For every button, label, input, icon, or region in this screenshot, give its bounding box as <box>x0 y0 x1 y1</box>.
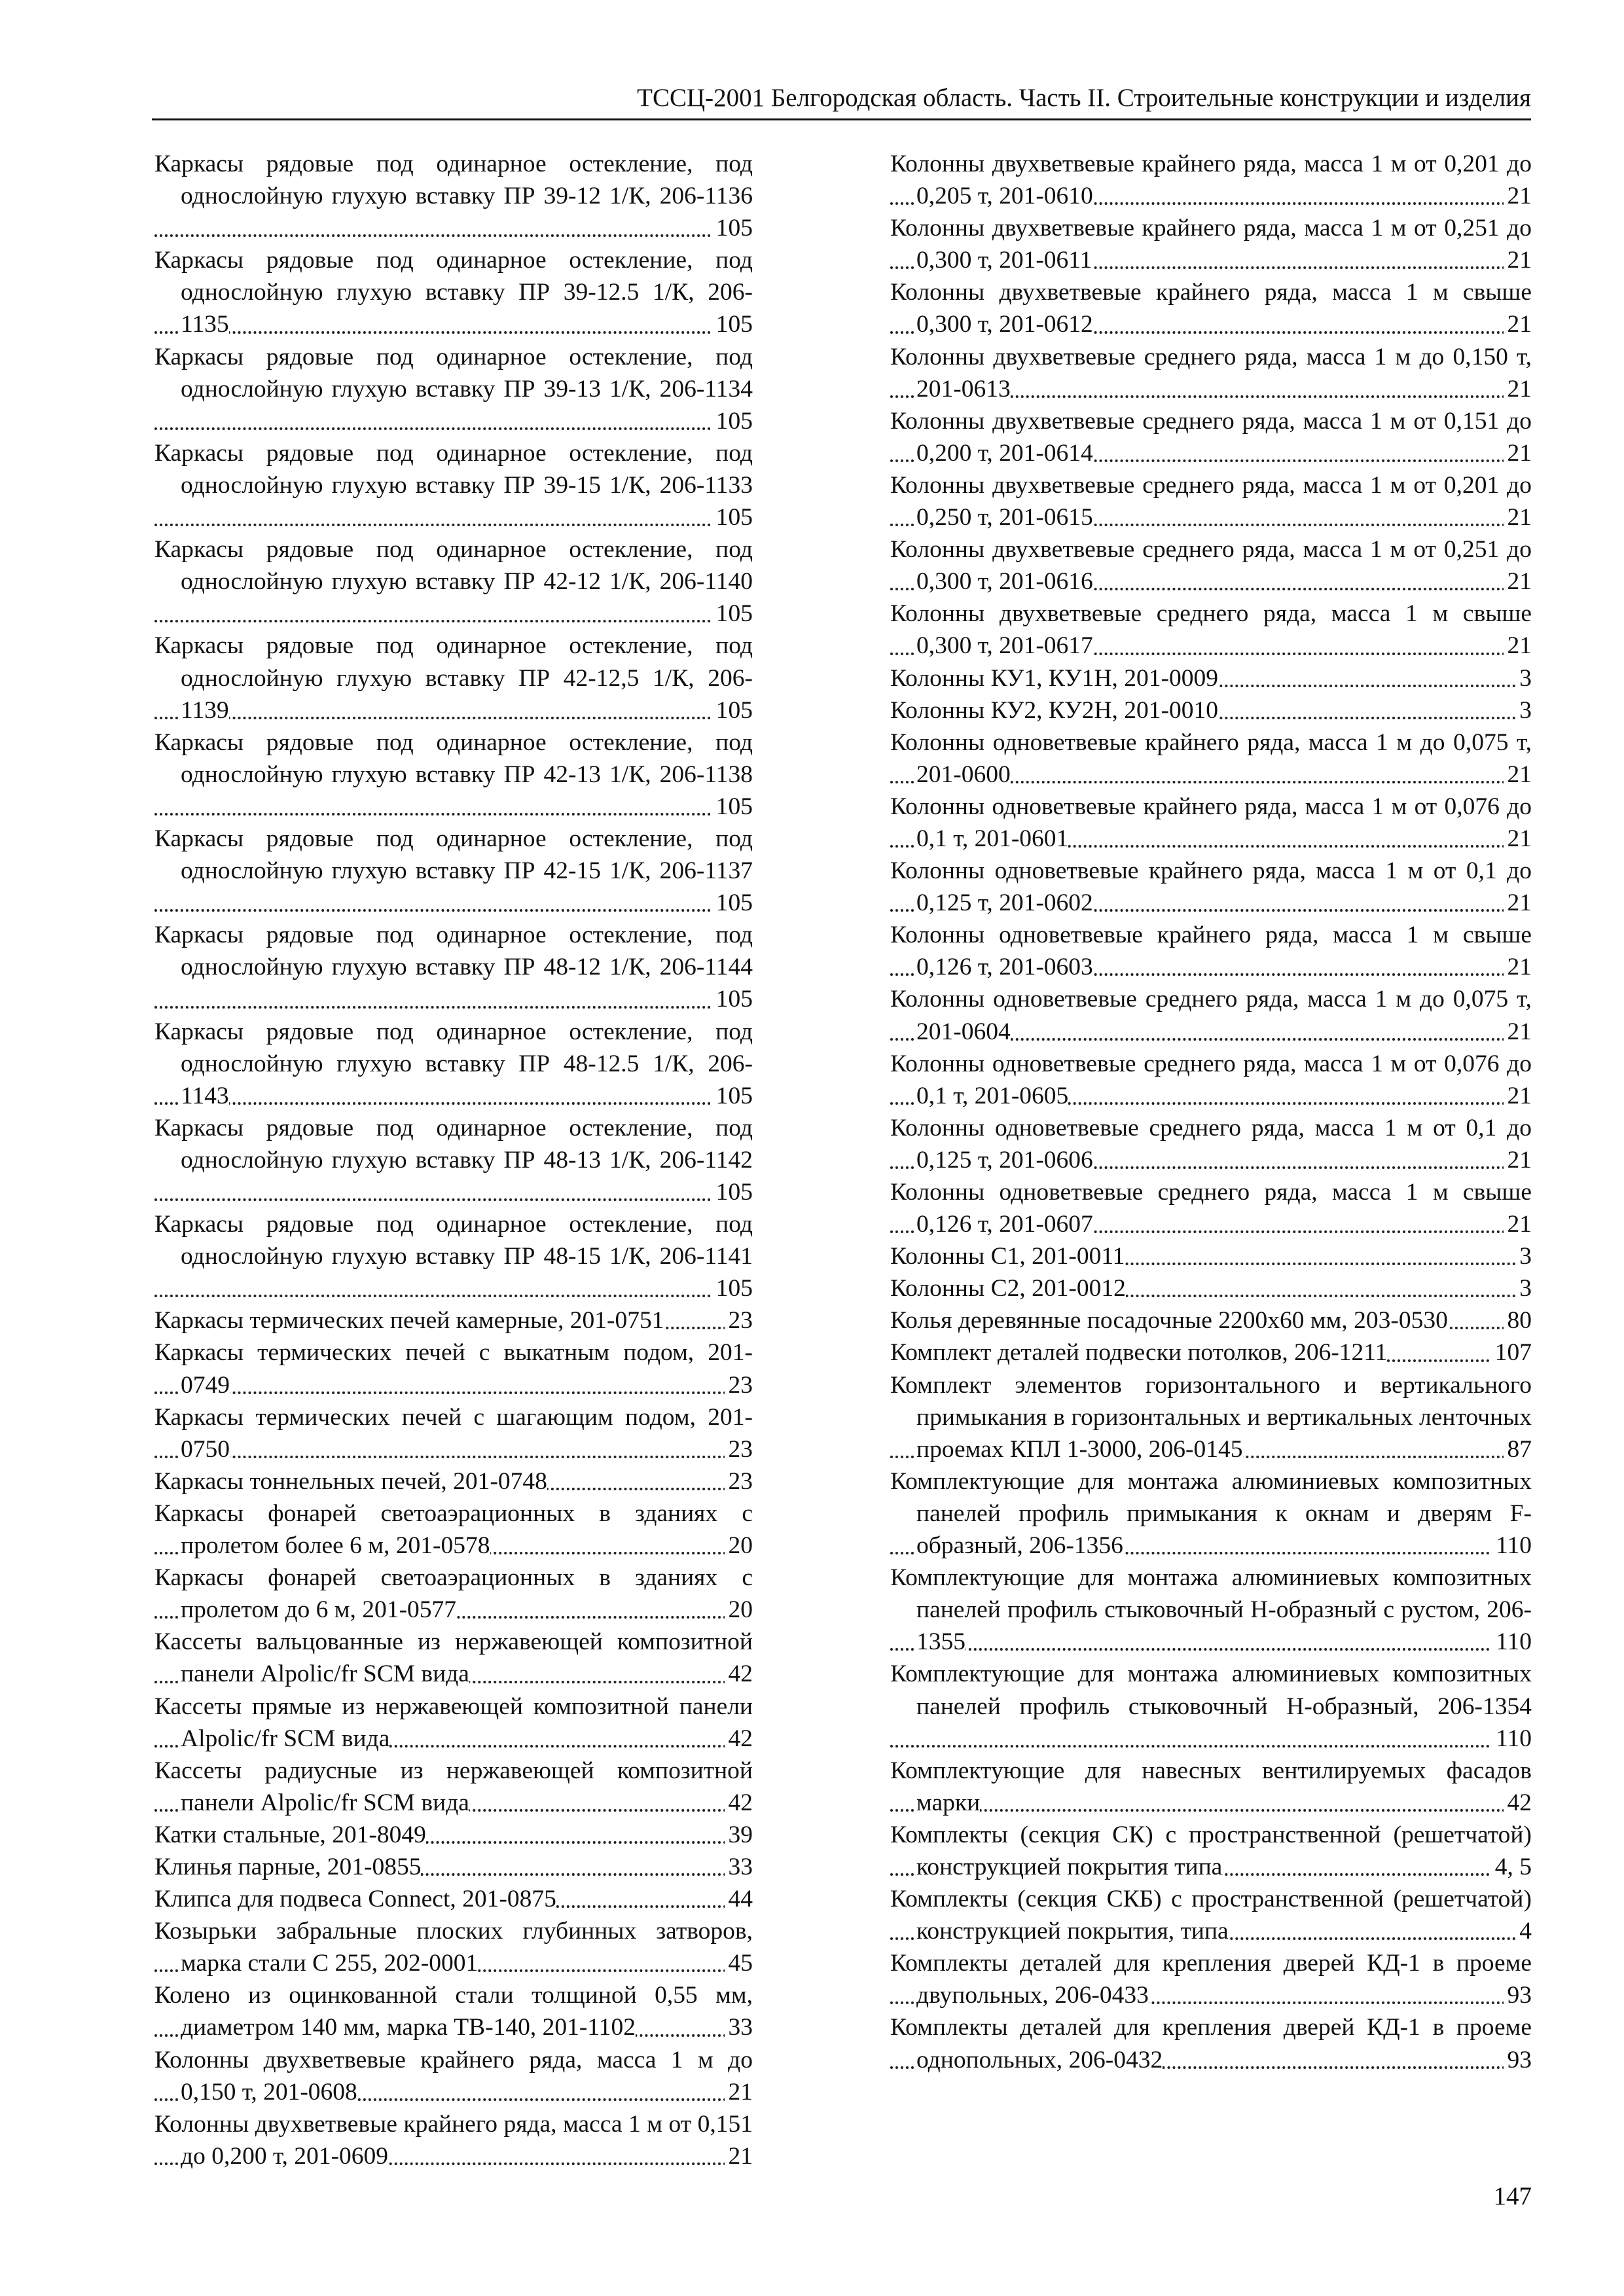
index-entry <box>154 1208 753 1304</box>
dot-leader <box>154 1006 753 1009</box>
entry-page-ref: 3 <box>1515 1272 1532 1304</box>
entry-title: Колья деревянные посадочные 2200х60 мм, 203-0530 <box>890 1307 1448 1335</box>
entry-title: Клипса для подвеса Connect, 201-0875 <box>154 1886 556 1913</box>
index-column-left <box>154 148 753 2172</box>
index-entry <box>154 1915 753 1979</box>
entry-page-ref: 21 <box>1504 565 1532 598</box>
entry-page-ref: 45 <box>725 1947 753 1979</box>
entry-page-ref: 21 <box>1504 244 1532 276</box>
entry-page-ref: 105 <box>712 983 753 1015</box>
index-entry <box>890 1562 1532 1658</box>
entry-title: Козырьки забральные плоских глубинных затворов, марка стали С 255, 202-0001 <box>154 1918 753 1977</box>
entry-page-ref: 80 <box>1504 1304 1532 1336</box>
entry-title: Комплекты (секция СК) с пространственной (решетчатой) конструкцией покрытия типа <box>890 1821 1532 1880</box>
entry-page-ref: 105 <box>712 598 753 630</box>
entry-page-ref: 44 <box>725 1883 753 1915</box>
entry-page-ref: 23 <box>725 1465 753 1498</box>
dot-leader <box>890 1648 1532 1651</box>
entry-page-ref: 105 <box>712 791 753 823</box>
index-entry <box>890 598 1532 662</box>
index-entry <box>154 1851 753 1883</box>
index-entry <box>890 919 1532 983</box>
entry-page-ref: 42 <box>1504 1787 1532 1819</box>
index-entry <box>890 1465 1532 1562</box>
index-entry <box>154 1401 753 1465</box>
dot-leader <box>154 813 753 816</box>
entry-title: Кассеты прямые из нержавеющей композитной панели Alpolic/fr SCM вида <box>154 1693 753 1752</box>
entry-title: Каркасы термических печей с шагающим подом, 201-0750 <box>154 1403 753 1463</box>
entry-title: Комплект деталей подвески потолков, 206-1211 <box>890 1339 1388 1367</box>
index-entry <box>890 1947 1532 2011</box>
entry-title: Колонны одноветвевые среднего ряда, масса 1 м свыше 0,126 т, 201-0607 <box>890 1179 1532 1238</box>
index-entry <box>154 2044 753 2108</box>
entry-title: Колонны двухветвевые крайнего ряда, масса 1 м от 0,251 до 0,300 т, 201-0611 <box>890 215 1532 274</box>
entry-title: Колонны двухветвевые среднего ряда, масса 1 м свыше 0,300 т, 201-0617 <box>890 600 1532 660</box>
entry-page-ref: 21 <box>1504 823 1532 855</box>
entry-page-ref: 105 <box>712 405 753 437</box>
index-entry <box>890 1883 1532 1947</box>
index-entry <box>154 1979 753 2043</box>
entry-page-ref: 105 <box>712 308 753 340</box>
index-entry <box>154 1626 753 1690</box>
entry-page-ref: 20 <box>725 1530 753 1562</box>
entry-title: Каркасы рядовые под одинарное остекление, под однослойную глухую вставку ПР 42-15 1/К, 206-1137 <box>154 825 753 885</box>
index-entry <box>890 276 1532 340</box>
entry-page-ref: 105 <box>712 1080 753 1112</box>
entry-page-ref: 21 <box>1504 308 1532 340</box>
dot-leader <box>154 427 753 430</box>
entry-title: Катки стальные, 201-8049 <box>154 1821 426 1848</box>
index-entry <box>890 1176 1532 1240</box>
entry-title: Комплект элементов горизонтального и вертикального примыкания в горизонтальных и вертикальных ленточных проемах КПЛ 1-3000, 206-0145 <box>890 1371 1532 1463</box>
entry-page-ref: 105 <box>712 212 753 244</box>
dot-leader <box>154 234 753 237</box>
entry-title: Колонны двухветвевые крайнего ряда, масса 1 м до 0,150 т, 201-0608 <box>154 2046 753 2106</box>
index-entry <box>890 533 1532 598</box>
index-entry <box>154 1883 753 1915</box>
entry-page-ref: 3 <box>1515 662 1532 694</box>
entry-page-ref: 4, 5 <box>1491 1851 1532 1883</box>
index-entry <box>154 341 753 437</box>
dot-leader <box>890 1745 1532 1748</box>
entry-title: Комплекты деталей для крепления дверей КД-1 в проеме двупольных, 206-0433 <box>890 1950 1532 2009</box>
index-entry <box>890 1304 1532 1336</box>
entry-title: Колонны одноветвевые среднего ряда, масса 1 м от 0,076 до 0,1 т, 201-0605 <box>890 1050 1532 1109</box>
entry-page-ref: 93 <box>1504 2044 1532 2076</box>
index-column-right <box>890 148 1532 2076</box>
entry-page-ref: 21 <box>1504 373 1532 405</box>
dot-leader <box>890 1809 1532 1812</box>
entry-page-ref: 110 <box>1492 1530 1532 1562</box>
dot-leader <box>154 1456 753 1458</box>
entry-page-ref: 21 <box>1504 887 1532 919</box>
index-entry <box>154 1691 753 1755</box>
entry-title: Колено из оцинкованной стали толщиной 0,55 мм, диаметром 140 мм, марка ТВ-140, 201-1102 <box>154 1982 753 2041</box>
entry-page-ref: 105 <box>712 1176 753 1208</box>
entry-page-ref: 21 <box>1504 437 1532 469</box>
entry-page-ref: 107 <box>1491 1336 1532 1369</box>
entry-page-ref: 21 <box>1504 1016 1532 1048</box>
index-entry <box>890 1112 1532 1176</box>
entry-page-ref: 105 <box>712 501 753 533</box>
entry-title: Каркасы рядовые под одинарное остекление, под однослойную глухую вставку ПР 39-13 1/К, 206-1134 <box>154 343 753 403</box>
index-entry <box>154 437 753 533</box>
entry-title: Колонны двухветвевые среднего ряда, масса 1 м от 0,151 до 0,200 т, 201-0614 <box>890 407 1532 467</box>
entry-page-ref: 105 <box>712 1272 753 1304</box>
entry-page-ref: 21 <box>1504 501 1532 533</box>
entry-title: Каркасы термических печей с выкатным подом, 201-0749 <box>154 1339 753 1399</box>
index-entry <box>890 2011 1532 2075</box>
entry-page-ref: 21 <box>1504 1080 1532 1112</box>
entry-page-ref: 21 <box>1504 1144 1532 1176</box>
entry-title: Каркасы рядовые под одинарное остекление, под однослойную глухую вставку ПР 39-12 1/К, 206-1136 <box>154 151 753 210</box>
index-entry <box>154 1498 753 1562</box>
index-entry <box>890 791 1532 855</box>
entry-title: Колонны КУ2, КУ2Н, 201-0010 <box>890 696 1219 724</box>
entry-title: Каркасы фонарей светоаэрационных в зданиях с пролетом до 6 м, 201-0577 <box>154 1564 753 1624</box>
index-entry <box>890 341 1532 405</box>
entry-page-ref: 21 <box>1504 759 1532 791</box>
index-entry <box>154 919 753 1015</box>
entry-title: Комплектующие для монтажа алюминиевых композитных панелей профиль стыковочный Н-образный, 206-1354 <box>890 1660 1532 1720</box>
index-entry <box>890 1048 1532 1112</box>
entry-title: Колонны двухветвевые крайнего ряда, масса 1 м от 0,201 до 0,205 т, 201-0610 <box>890 151 1532 210</box>
entry-page-ref: 42 <box>725 1658 753 1690</box>
entry-page-ref: 39 <box>725 1819 753 1851</box>
index-entry <box>154 1465 753 1498</box>
entry-title: Колонны двухветвевые крайнего ряда, масса 1 м свыше 0,300 т, 201-0612 <box>890 279 1532 338</box>
entry-title: Каркасы рядовые под одинарное остекление, под однослойную глухую вставку ПР 42-12 1/К, 206-1140 <box>154 536 753 596</box>
entry-title: Каркасы фонарей светоаэрационных в зданиях с пролетом более 6 м, 201-0578 <box>154 1499 753 1560</box>
index-entry <box>154 1016 753 1112</box>
entry-page-ref: 21 <box>1504 1208 1532 1240</box>
entry-title: Каркасы рядовые под одинарное остекление, под однослойную глухую вставку ПР 48-12.5 1/К, 206-1143 <box>154 1018 753 1109</box>
index-entry <box>154 1819 753 1851</box>
entry-page-ref: 21 <box>1504 180 1532 212</box>
index-entry <box>890 1819 1532 1883</box>
index-entry <box>890 1272 1532 1304</box>
entry-title: Колонны КУ1, КУ1Н, 201-0009 <box>890 664 1219 692</box>
index-entry <box>890 148 1532 212</box>
entry-title: Кассеты радиусные из нержавеющей композитной панели Alpolic/fr SCM вида <box>154 1757 753 1816</box>
entry-title: Клинья парные, 201-0855 <box>154 1853 422 1880</box>
dot-leader <box>154 1391 753 1394</box>
entry-page-ref: 33 <box>725 2011 753 2043</box>
entry-page-ref: 21 <box>1504 951 1532 983</box>
dot-leader <box>154 717 753 719</box>
entry-title: Каркасы рядовые под одинарное остекление, под однослойную глухую вставку ПР 48-15 1/К, 206-1141 <box>154 1211 753 1270</box>
entry-page-ref: 110 <box>1492 1626 1532 1658</box>
index-entry <box>890 1755 1532 1819</box>
entry-title: Каркасы рядовые под одинарное остекление, под однослойную глухую вставку ПР 48-12 1/К, 206-1144 <box>154 922 753 981</box>
entry-page-ref: 42 <box>725 1787 753 1819</box>
entry-title: Каркасы рядовые под одинарное остекление, под однослойную глухую вставку ПР 42-12,5 1/К, 206-1139 <box>154 632 753 724</box>
index-entry <box>154 823 753 919</box>
header-rule <box>152 118 1531 120</box>
entry-page-ref: 4 <box>1515 1915 1532 1947</box>
entry-page-ref: 23 <box>725 1369 753 1401</box>
entry-title: Колонны двухветвевые среднего ряда, масса 1 м от 0,201 до 0,250 т, 201-0615 <box>890 471 1532 531</box>
dot-leader <box>154 1102 753 1105</box>
index-entry <box>154 726 753 823</box>
entry-title: Колонны одноветвевые среднего ряда, масса 1 м до 0,075 т, 201-0604 <box>890 986 1532 1045</box>
entry-title: Колонны двухветвевые среднего ряда, масса 1 м от 0,251 до 0,300 т, 201-0616 <box>890 536 1532 596</box>
index-entry <box>890 983 1532 1047</box>
index-entry <box>154 148 753 244</box>
entry-page-ref: 21 <box>725 2140 753 2172</box>
index-entry <box>154 1304 753 1336</box>
entry-title: Каркасы рядовые под одинарное остекление, под однослойную глухую вставку ПР 39-12.5 1/К, 206-1135 <box>154 247 753 338</box>
index-entry <box>890 469 1532 533</box>
index-entry <box>154 533 753 630</box>
entry-page-ref: 3 <box>1515 1240 1532 1272</box>
entry-title: Колонны одноветвевые среднего ряда, масса 1 м от 0,1 до 0,125 т, 201-0606 <box>890 1114 1532 1174</box>
dot-leader <box>154 909 753 912</box>
entry-page-ref: 23 <box>725 1433 753 1465</box>
entry-page-ref: 42 <box>725 1723 753 1755</box>
entry-title: Каркасы рядовые под одинарное остекление, под однослойную глухую вставку ПР 42-13 1/К, 206-1138 <box>154 728 753 788</box>
index-entry <box>890 855 1532 919</box>
entry-title: Комплекты (секция СКБ) с пространственной (решетчатой) конструкцией покрытия, типа <box>890 1886 1532 1945</box>
entry-page-ref: 21 <box>725 2076 753 2108</box>
entry-page-ref: 21 <box>1504 630 1532 662</box>
entry-page-ref: 93 <box>1504 1979 1532 2011</box>
entry-title: Колонны двухветвевые крайнего ряда, масса 1 м от 0,151 до 0,200 т, 201-0609 <box>154 2110 753 2170</box>
index-entry <box>154 630 753 726</box>
index-entry <box>890 1336 1532 1369</box>
index-entry <box>890 1658 1532 1754</box>
entry-title: Каркасы тоннельных печей, 201-0748 <box>154 1467 547 1495</box>
entry-page-ref: 87 <box>1504 1433 1532 1465</box>
index-entry <box>890 694 1532 726</box>
entry-title: Каркасы термических печей камерные, 201-0751 <box>154 1307 664 1335</box>
entry-page-ref: 110 <box>1492 1723 1532 1755</box>
entry-title: Колонны двухветвевые среднего ряда, масса 1 м до 0,150 т, 201-0613 <box>890 343 1532 403</box>
entry-title: Колонны одноветвевые крайнего ряда, масса 1 м свыше 0,126 т, 201-0603 <box>890 922 1532 981</box>
entry-title: Колонны одноветвевые крайнего ряда, масса 1 м от 0,076 до 0,1 т, 201-0601 <box>890 793 1532 852</box>
index-entry <box>154 1755 753 1819</box>
index-entry <box>890 726 1532 791</box>
index-entry <box>890 212 1532 276</box>
entry-page-ref: 20 <box>725 1594 753 1626</box>
index-entry <box>154 2108 753 2172</box>
entry-title: Комплектующие для навесных вентилируемых фасадов марки <box>890 1757 1532 1816</box>
entry-title: Колонны С2, 201-0012 <box>890 1275 1126 1302</box>
entry-title: Комплектующие для монтажа алюминиевых композитных панелей профиль стыковочный Н-образный с рустом, 206-1355 <box>890 1564 1532 1656</box>
running-head: ТССЦ-2001 Белгородская область. Часть II. Строительные конструкции и изделия <box>637 84 1531 112</box>
dot-leader <box>154 331 753 334</box>
dot-leader <box>154 524 753 526</box>
entry-page-ref: 3 <box>1515 694 1532 726</box>
entry-page-ref: 23 <box>725 1304 753 1336</box>
index-entry <box>154 1112 753 1208</box>
page-number: 147 <box>1493 2182 1532 2210</box>
entry-title: Колонны одноветвевые крайнего ряда, масса 1 м до 0,075 т, 201-0600 <box>890 728 1532 788</box>
index-entry <box>154 1562 753 1626</box>
entry-title: Колонны одноветвевые крайнего ряда, масса 1 м от 0,1 до 0,125 т, 201-0602 <box>890 857 1532 917</box>
entry-page-ref: 33 <box>725 1851 753 1883</box>
index-entry <box>154 244 753 340</box>
entry-title: Комплекты деталей для крепления дверей КД-1 в проеме однопольных, 206-0432 <box>890 2014 1532 2073</box>
entry-page-ref: 105 <box>712 694 753 726</box>
index-entry <box>890 1369 1532 1465</box>
index-entry <box>890 662 1532 694</box>
entry-title: Каркасы рядовые под одинарное остекление, под однослойную глухую вставку ПР 48-13 1/К, 206-1142 <box>154 1114 753 1174</box>
entry-page-ref: 105 <box>712 887 753 919</box>
index-entry <box>890 1240 1532 1272</box>
index-entry <box>154 1336 753 1401</box>
entry-title: Комплектующие для монтажа алюминиевых композитных панелей профиль примыкания к окнам и дверям F-образный, 206-1356 <box>890 1467 1532 1560</box>
entry-title: Каркасы рядовые под одинарное остекление, под однослойную глухую вставку ПР 39-15 1/К, 206-1133 <box>154 439 753 499</box>
dot-leader <box>154 620 753 622</box>
entry-title: Колонны С1, 201-0011 <box>890 1243 1125 1270</box>
dot-leader <box>154 1295 753 1297</box>
entry-title: Кассеты вальцованные из нержавеющей композитной панели Alpolic/fr SCM вида <box>154 1628 753 1688</box>
dot-leader <box>154 1198 753 1201</box>
index-entry <box>890 405 1532 469</box>
